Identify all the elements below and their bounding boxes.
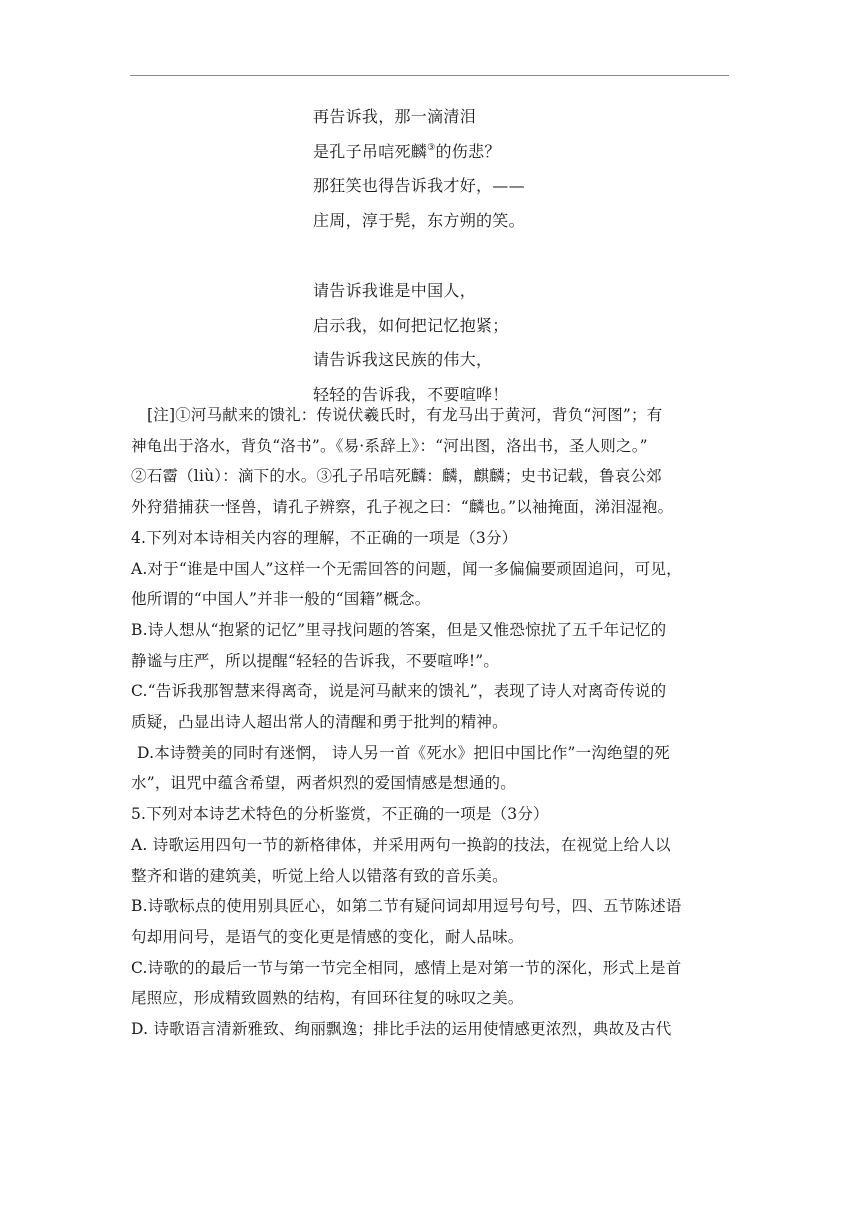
option-line: 句却用问号，是语气的变化更是情感的变化，耐人品味。 bbox=[131, 927, 524, 946]
option-line: A. 诗歌运用四句一节的新格律体，并采用两句一换韵的技法，在视觉上给人以 bbox=[131, 835, 671, 854]
option-a bbox=[131, 830, 741, 891]
poem-line: 那狂笑也得告诉我才好，—— bbox=[313, 176, 525, 195]
question-5 bbox=[131, 799, 741, 1045]
footnote-marker: ③ bbox=[427, 142, 436, 153]
poem-line: 再告诉我，那一滴清泪 bbox=[313, 107, 477, 126]
option-d bbox=[131, 738, 741, 799]
option-c bbox=[131, 676, 741, 737]
option-line: C.诗歌的的最后一节与第一节完全相同，感情上是对第一节的深化，形式上是首 bbox=[131, 958, 682, 977]
question-4 bbox=[131, 523, 741, 799]
poem-stanza-2 bbox=[313, 274, 733, 412]
poem-line: 轻轻的告诉我，不要喧哗！ bbox=[313, 384, 509, 404]
option-b bbox=[131, 615, 741, 676]
poem-line: 启示我，如何把记忆抱紧； bbox=[313, 315, 509, 335]
note-line: ②石霤（liù）：滴下的水。③孔子吊唁死麟：麟，麒麟；史书记载，鲁哀公郊 bbox=[131, 467, 662, 486]
option-line: 水”，诅咒中蕴含希望，两者炽烈的爱国情感是想通的。 bbox=[131, 774, 516, 793]
poem-line-text-after: 的伤悲？ bbox=[435, 141, 501, 161]
annotation-note bbox=[131, 400, 741, 523]
option-d bbox=[131, 1014, 741, 1045]
document-body bbox=[131, 400, 741, 1045]
option-line: 尾照应，形成精致圆熟的结构，有回环往复的咏叹之美。 bbox=[131, 989, 524, 1008]
option-line: 整齐和谐的建筑美，听觉上给人以错落有致的音乐美。 bbox=[131, 866, 508, 885]
poem-line: 请告诉我谁是中国人， bbox=[313, 281, 477, 300]
option-a bbox=[131, 554, 741, 615]
question-stem: 5.下列对本诗艺术特色的分析鉴赏，不正确的一项是（3分） bbox=[131, 805, 549, 824]
poem-line-text: 是孔子吊唁死麟 bbox=[313, 141, 428, 161]
poem bbox=[313, 100, 733, 412]
poem-line-with-footnote bbox=[313, 135, 733, 170]
poem-stanza-1 bbox=[313, 100, 733, 238]
option-line: 静谧与庄严，所以提醒“轻轻的告诉我，不要喧哗!”。 bbox=[131, 651, 500, 670]
option-c bbox=[131, 953, 741, 1014]
question-stem: 4.下列对本诗相关内容的理解，不正确的一项是（3分） bbox=[131, 528, 518, 547]
option-line: C.“告诉我那智慧来得离奇，说是河马献来的馈礼”，表现了诗人对离奇传说的 bbox=[131, 682, 667, 701]
poem-line: 请告诉我这民族的伟大， bbox=[313, 350, 493, 369]
option-line: D.本诗赞美的同时有迷惘， 诗人另一首《死水》把旧中国比作”一沟绝望的死 bbox=[137, 743, 670, 762]
header-rule bbox=[130, 75, 729, 76]
note-line: 神龟出于洛水，背负“洛书”。《易·系辞上》：“河出图，洛出书，圣人则之。” bbox=[131, 436, 648, 455]
option-line: B.诗人想从“抱紧的记忆”里寻找问题的答案，但是又惟恐惊扰了五千年记忆的 bbox=[131, 620, 667, 639]
option-b bbox=[131, 891, 741, 952]
option-line: D. 诗歌语言清新雅致、绚丽飘逸；排比手法的运用使情感更浓烈，典故及古代 bbox=[131, 1020, 672, 1039]
poem-line: 庄周，淳于髡，东方朔的笑。 bbox=[313, 210, 525, 230]
note-line: [注]①河马献来的馈礼：传说伏羲氏时，有龙马出于黄河，背负“河图”；有 bbox=[147, 406, 663, 424]
option-line: 质疑，凸显出诗人超出常人的清醒和勇于批判的精神。 bbox=[131, 713, 508, 732]
option-line: A.对于“谁是中国人”这样一个无需回答的问题，闻一多偏偏要顽固追问，可见， bbox=[131, 559, 682, 578]
option-line: 他所谓的“中国人”并非一般的“国籍”概念。 bbox=[131, 590, 431, 609]
note-line: 外狩猎捕获一怪兽，请孔子辨察，孔子视之曰：“麟也。”以袖掩面，涕泪湿袍。 bbox=[131, 498, 674, 517]
option-line: B.诗歌标点的使用别具匠心，如第二节有疑问词却用逗号句号，四、五节陈述语 bbox=[131, 897, 682, 916]
